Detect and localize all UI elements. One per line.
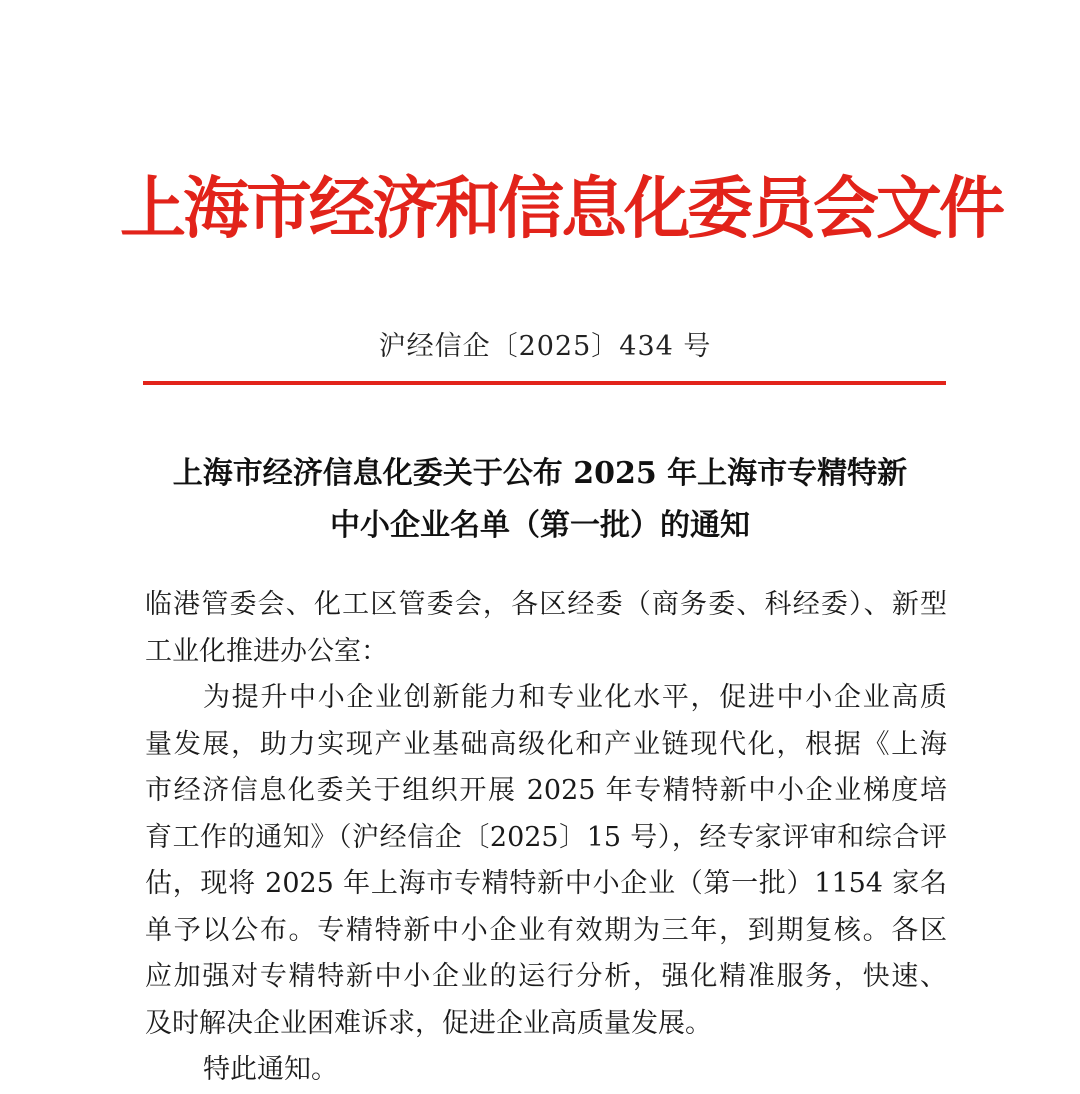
- body-line-8: 及时解决企业困难诉求，促进企业高质量发展。: [145, 1007, 712, 1039]
- body-line-7: 应加强对专精特新中小企业的运行分析，强化精准服务，快速、: [145, 961, 947, 992]
- body-line-5: 估，现将 2025 年上海市专精特新中小企业（第一批）1154 家名: [145, 868, 947, 899]
- body-line-2: 量发展，助力实现产业基础高级化和产业链现代化，根据《上海: [145, 728, 947, 760]
- title-line-2: 中小企业名单（第一批）的通知: [330, 508, 750, 543]
- document-body: [145, 582, 947, 1094]
- addressee-line-1: 临港管委会、化工区管委会，各区经委（商务委、科经委）、新型: [145, 589, 947, 620]
- closing-line: 特此通知。: [203, 1054, 338, 1085]
- body-line-6: 单予以公布。专精特新中小企业有效期为三年，到期复核。各区: [145, 914, 947, 946]
- body-line-4: 育工作的通知》（沪经信企〔2025〕15 号），经专家评审和综合评: [145, 821, 947, 853]
- masthead-title: 上海市经济和信息化委员会文件: [120, 168, 1002, 248]
- document-title: [120, 448, 960, 552]
- red-divider-line: [143, 381, 946, 385]
- addressee-line-2: 工业化推进办公室：: [145, 635, 388, 667]
- body-line-1: 为提升中小企业创新能力和专业化水平，促进中小企业高质: [203, 682, 947, 713]
- title-line-1: 上海市经济信息化委关于公布 2025 年上海市专精特新: [172, 456, 908, 491]
- body-line-3: 市经济信息化委关于组织开展 2025 年专精特新中小企业梯度培: [145, 775, 947, 806]
- document-number: 沪经信企〔2025〕434 号: [378, 331, 712, 362]
